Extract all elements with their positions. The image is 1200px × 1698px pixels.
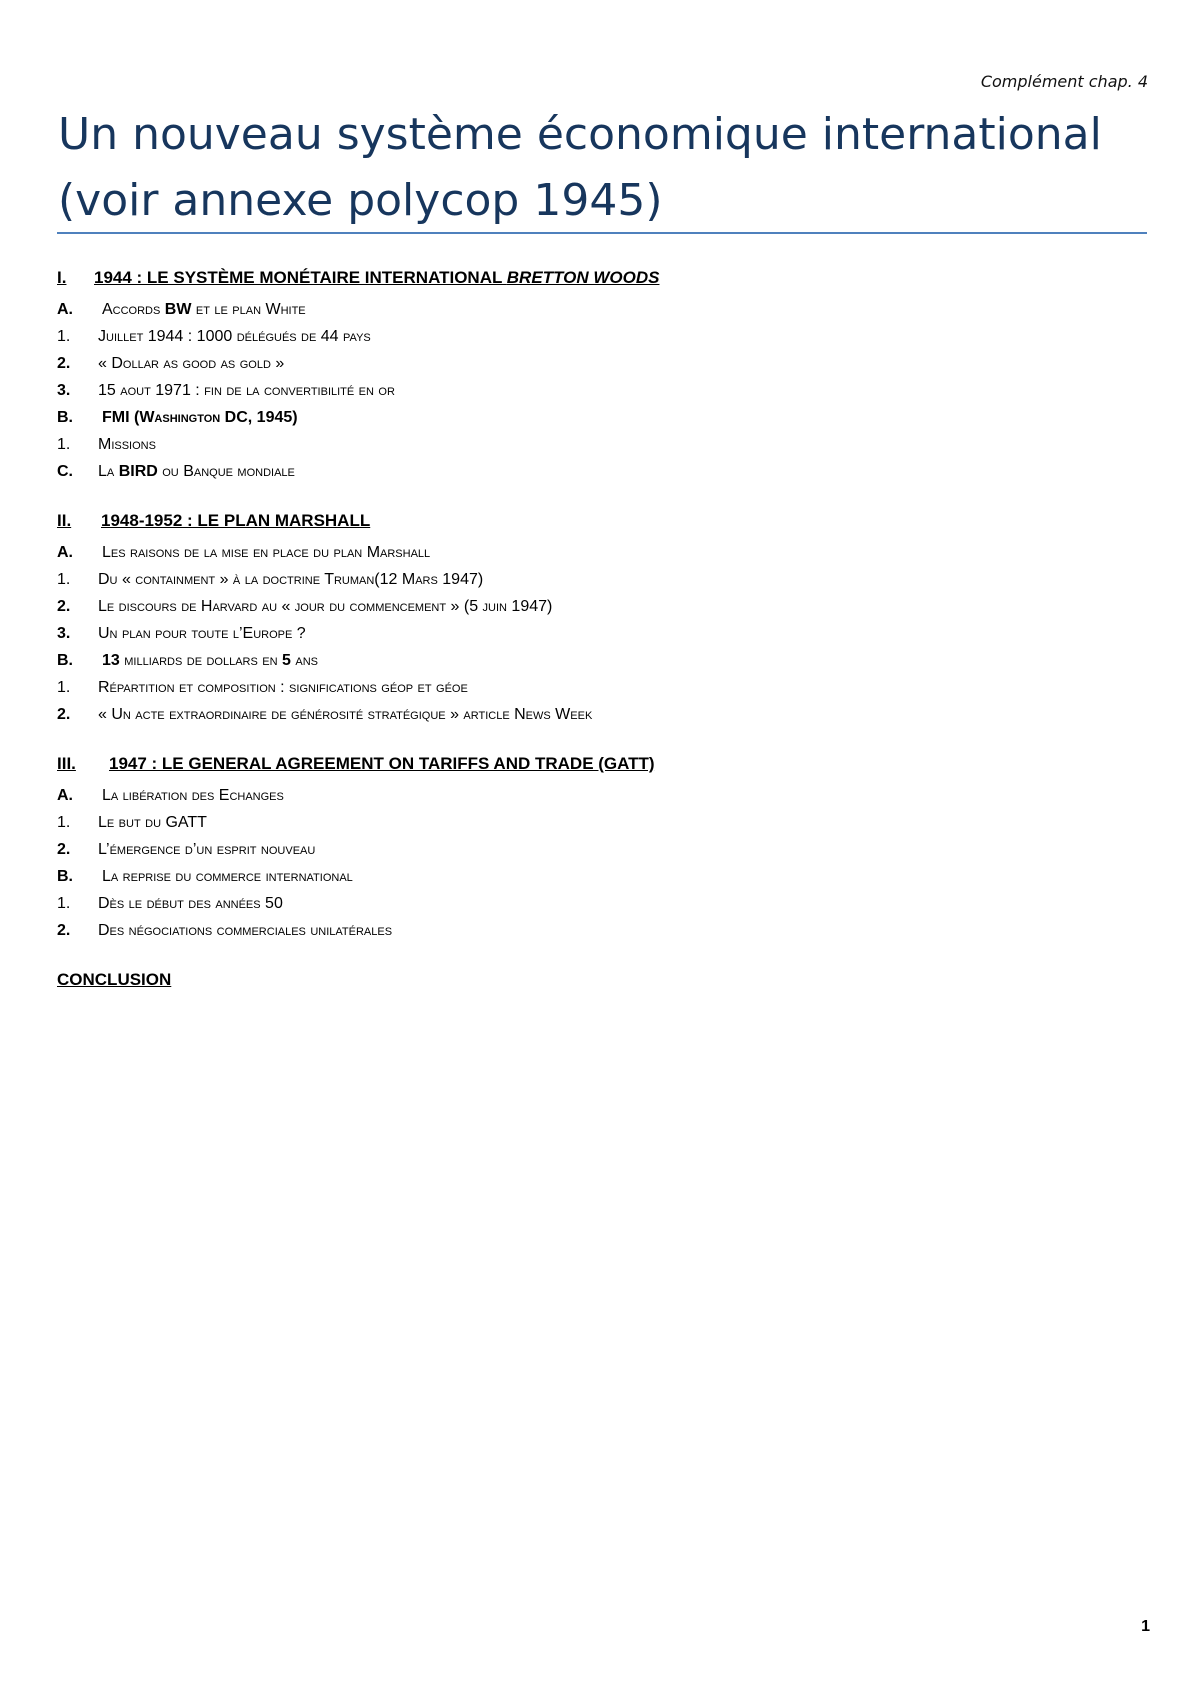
section-number: III.	[57, 754, 76, 773]
list-item: 2. L’émergence d’un esprit nouveau	[57, 841, 316, 858]
section-3	[57, 750, 1147, 944]
section-heading	[57, 750, 1147, 778]
title-line-2: (voir annexe polycop 1945)	[58, 175, 663, 226]
section-1	[57, 264, 1147, 485]
list-item: 1. Du « containment » à la doctrine Truman(12 Mars 1947)	[57, 571, 484, 588]
section-heading	[57, 264, 1147, 292]
list-item: 1. Dès le début des années 50	[57, 895, 283, 912]
list-item: 2. « Un acte extraordinaire de générosité stratégique » article News Week	[57, 706, 593, 723]
section-title: 1944 : LE SYSTÈME MONÉTAIRE INTERNATIONAL BRETTON WOODS	[94, 268, 660, 287]
section-2	[57, 507, 1147, 728]
list-item: 1. Répartition et composition : significations géop et géoe	[57, 679, 468, 696]
section-number: I.	[57, 268, 67, 287]
page-number: 1	[1141, 1618, 1150, 1635]
title-rule	[57, 232, 1147, 234]
section-title: 1947 : LE GENERAL AGREEMENT ON TARIFFS AND TRADE (GATT)	[109, 754, 655, 773]
section-heading	[57, 507, 1147, 535]
title-line-1: Un nouveau système économique international	[58, 109, 1102, 160]
subsection: B. La reprise du commerce international	[57, 868, 353, 885]
conclusion-heading: CONCLUSION	[57, 970, 172, 989]
subsection: C. La BIRD ou Banque mondiale	[57, 463, 295, 480]
outline	[57, 264, 1147, 994]
list-item: 1. Le but du GATT	[57, 814, 207, 831]
list-item: 2. Des négociations commerciales unilatérales	[57, 922, 393, 939]
subsection: B. FMI (Washington DC, 1945)	[57, 409, 298, 426]
subsection: B. 13 milliards de dollars en 5 ans	[57, 652, 318, 669]
list-item: 2. Le discours de Harvard au « jour du commencement » (5 juin 1947)	[57, 598, 553, 615]
list-item: 1. Juillet 1944 : 1000 délégués de 44 pays	[57, 328, 371, 345]
subsection: A. Accords BW et le plan White	[57, 301, 306, 318]
list-item: 2. « Dollar as good as gold »	[57, 355, 285, 372]
header-note: Complément chap. 4	[980, 72, 1148, 91]
subsection: A. Les raisons de la mise en place du plan Marshall	[57, 544, 431, 561]
list-item: 3. Un plan pour toute l’Europe ?	[57, 625, 306, 642]
section-number: II.	[57, 511, 72, 530]
page-title	[58, 102, 1148, 234]
subsection: A. La libération des Echanges	[57, 787, 284, 804]
list-item: 3. 15 aout 1971 : fin de la convertibilité en or	[57, 382, 395, 399]
section-title: 1948-1952 : LE PLAN MARSHALL	[101, 511, 371, 530]
list-item: 1. Missions	[57, 436, 156, 453]
